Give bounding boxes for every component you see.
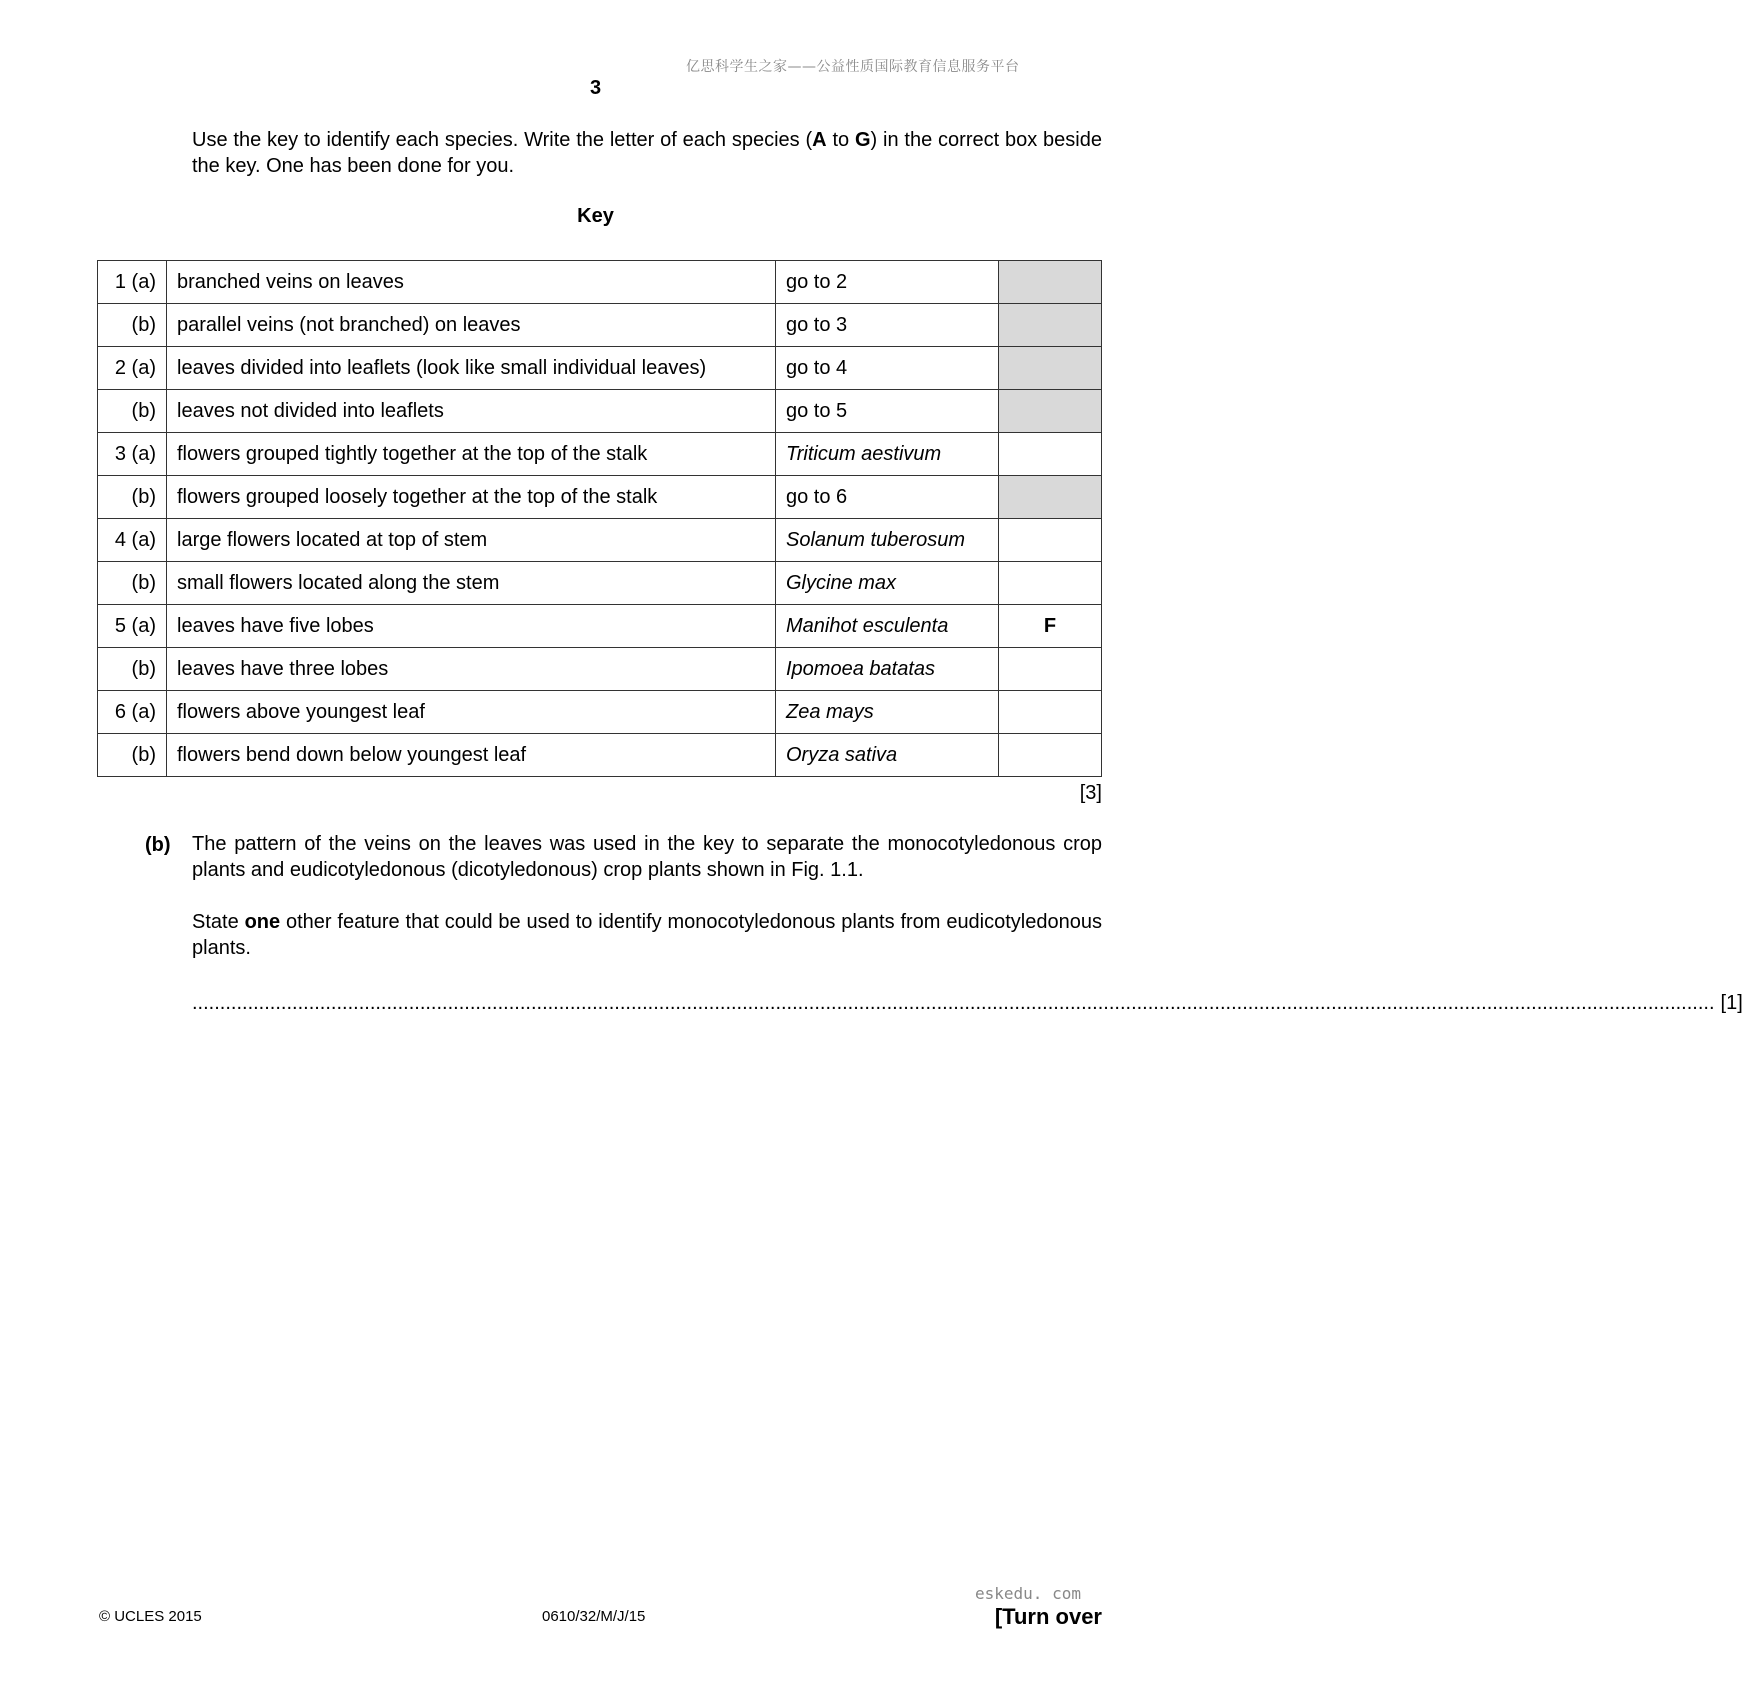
key-row-description: small flowers located along the stem: [167, 562, 776, 605]
key-row-description: large flowers located at top of stem: [167, 519, 776, 562]
marks-1: [1]: [1720, 992, 1743, 1014]
key-row-description: parallel veins (not branched) on leaves: [167, 304, 776, 347]
key-row-species: Glycine max: [776, 562, 999, 605]
key-row-description: leaves have three lobes: [167, 648, 776, 691]
answer-box[interactable]: [999, 433, 1102, 476]
key-row-description: flowers grouped loosely together at the top of the stalk: [167, 476, 776, 519]
key-row: [98, 691, 1102, 734]
answer-box[interactable]: F: [999, 605, 1102, 648]
key-row-description: leaves not divided into leaflets: [167, 390, 776, 433]
part-b-question: [192, 909, 1102, 961]
page-number: 3: [589, 77, 602, 99]
copyright: © UCLES 2015: [99, 1608, 202, 1625]
key-row-number: 5 (a): [98, 605, 167, 648]
key-row: [98, 562, 1102, 605]
question-bold: one: [244, 911, 281, 933]
watermark-text: 亿思科学生之家——公益性质国际教育信息服务平台: [686, 59, 1020, 75]
key-row-number: 4 (a): [98, 519, 167, 562]
key-row-number: (b): [98, 304, 167, 347]
instructions-bold-a: A: [812, 129, 827, 151]
key-row-number: (b): [98, 476, 167, 519]
marks-3: [3]: [1079, 782, 1102, 804]
dichotomous-key-table: [97, 260, 1102, 777]
instructions-text: to: [826, 129, 855, 151]
key-row-goto: go to 6: [776, 476, 999, 519]
footer-watermark: eskedu. com: [975, 1584, 1081, 1603]
paper-code: 0610/32/M/J/15: [542, 1608, 646, 1625]
part-b-label: (b): [145, 834, 171, 856]
key-row-number: 2 (a): [98, 347, 167, 390]
key-row-species: Ipomoea batatas: [776, 648, 999, 691]
instructions-bold-g: G: [854, 129, 871, 151]
key-row-number: 1 (a): [98, 261, 167, 304]
question-text: State: [192, 911, 245, 933]
key-heading: Key: [577, 205, 614, 227]
answer-line[interactable]: [192, 992, 1743, 1015]
key-row-goto: go to 4: [776, 347, 999, 390]
key-row: [98, 390, 1102, 433]
instructions: [192, 127, 1102, 179]
shaded-box: [999, 476, 1102, 519]
question-text: other feature that could be used to identify monocotyledonous plants from eudicotyledonous plants.: [192, 911, 1102, 959]
key-row: [98, 433, 1102, 476]
key-row-description: leaves have five lobes: [167, 605, 776, 648]
key-row-species: Oryza sativa: [776, 734, 999, 777]
shaded-box: [999, 304, 1102, 347]
key-row-species: Zea mays: [776, 691, 999, 734]
key-row: [98, 519, 1102, 562]
answer-box[interactable]: [999, 562, 1102, 605]
turn-over: [Turn over: [994, 1604, 1102, 1629]
key-row-goto: go to 3: [776, 304, 999, 347]
key-row: [98, 734, 1102, 777]
key-row: [98, 605, 1102, 648]
part-b-text: The pattern of the veins on the leaves was used in the key to separate the monocotyledonous crop plants and eudicotyledonous (dicotyledonous) crop plants shown in Fig. 1.1.: [192, 833, 1102, 881]
key-row-goto: go to 2: [776, 261, 999, 304]
answer-box[interactable]: [999, 734, 1102, 777]
key-row-goto: go to 5: [776, 390, 999, 433]
key-row: [98, 648, 1102, 691]
key-row: [98, 347, 1102, 390]
key-row-description: flowers grouped tightly together at the top of the stalk: [167, 433, 776, 476]
key-row: [98, 304, 1102, 347]
key-row-description: flowers bend down below youngest leaf: [167, 734, 776, 777]
shaded-box: [999, 261, 1102, 304]
key-row-number: 3 (a): [98, 433, 167, 476]
key-row-species: Manihot esculenta: [776, 605, 999, 648]
key-row: [98, 476, 1102, 519]
key-row-description: branched veins on leaves: [167, 261, 776, 304]
key-row-number: (b): [98, 562, 167, 605]
shaded-box: [999, 347, 1102, 390]
shaded-box: [999, 390, 1102, 433]
answer-box[interactable]: [999, 519, 1102, 562]
instructions-text: Use the key to identify each species. Write the letter of each species (: [192, 129, 813, 151]
key-row-description: leaves divided into leaflets (look like small individual leaves): [167, 347, 776, 390]
key-row-number: (b): [98, 734, 167, 777]
key-row-species: Solanum tuberosum: [776, 519, 999, 562]
instructions-text: ) in the correct box beside the key. One has been done for you.: [192, 129, 1102, 177]
key-row-species: Triticum aestivum: [776, 433, 999, 476]
key-row-description: flowers above youngest leaf: [167, 691, 776, 734]
key-row-number: (b): [98, 390, 167, 433]
answer-dots[interactable]: ..................................................................................................................................................................................................................................................................................: [192, 992, 1715, 1014]
key-row: [98, 261, 1102, 304]
key-row-number: 6 (a): [98, 691, 167, 734]
key-row-number: (b): [98, 648, 167, 691]
answer-box[interactable]: [999, 648, 1102, 691]
answer-box[interactable]: [999, 691, 1102, 734]
